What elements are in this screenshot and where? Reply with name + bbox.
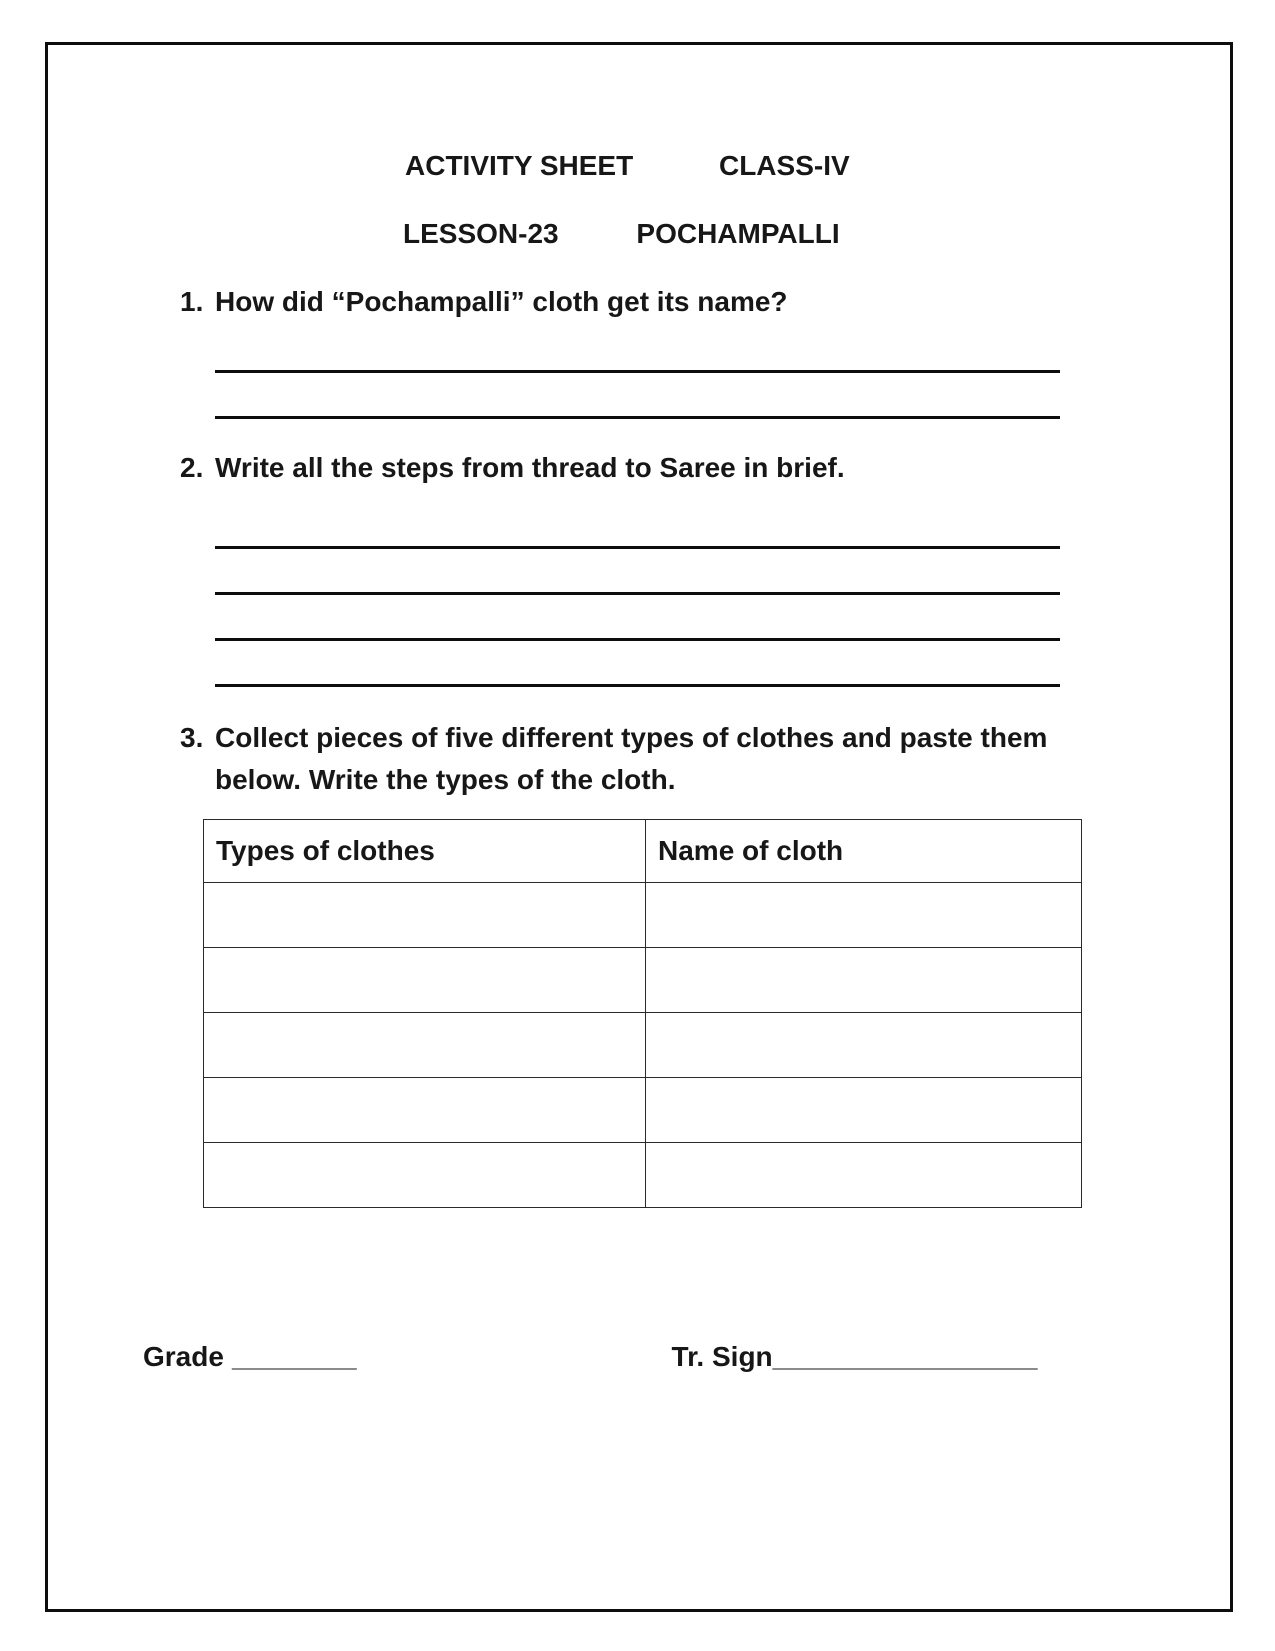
table-cell (646, 1143, 1082, 1208)
topic-label: POCHAMPALLI (636, 218, 840, 249)
table-cell (204, 1143, 646, 1208)
teacher-sign-blank-line: _________________ (772, 1341, 1038, 1372)
answer-line (215, 641, 1060, 687)
teacher-sign-label: Tr. Sign (671, 1341, 773, 1372)
grade-label: Grade (143, 1341, 224, 1372)
table-cell (646, 948, 1082, 1013)
lesson-label: LESSON-23 (403, 218, 559, 249)
cloth-table (203, 819, 1082, 1208)
table-header-name: Name of cloth (646, 820, 1082, 883)
grade-blank-line: ________ (231, 1341, 357, 1372)
question-3-text (215, 717, 1140, 801)
answer-line (215, 503, 1060, 549)
table-row (204, 1143, 1082, 1208)
question-1 (180, 285, 1140, 319)
question-2 (180, 451, 1140, 485)
table-header-row (204, 820, 1082, 883)
question-3-text-line2: below. Write the types of the cloth. (215, 764, 676, 795)
table-cell (204, 1078, 646, 1143)
doc-title: ACTIVITY SHEET (405, 150, 634, 181)
question-3-number: 3. (180, 722, 204, 753)
table-cell (204, 883, 646, 948)
table-cell (646, 883, 1082, 948)
table-cell (204, 948, 646, 1013)
teacher-sign-field (672, 1340, 1038, 1374)
class-label: CLASS-IV (718, 150, 850, 181)
question-1-answer-area (215, 327, 1230, 419)
grade-field (143, 1340, 357, 1374)
table-cell (204, 1013, 646, 1078)
table-cell (646, 1013, 1082, 1078)
question-2-answer-area (215, 503, 1230, 687)
question-2-number: 2. (180, 452, 204, 483)
table-row (204, 1013, 1082, 1078)
answer-line (215, 327, 1060, 373)
table-header-types: Types of clothes (204, 820, 646, 883)
footer-row (143, 1340, 1230, 1374)
lesson-row (403, 217, 1230, 251)
question-1-number: 1. (180, 286, 204, 317)
question-1-text: How did “Pochampalli” cloth get its name? (215, 286, 788, 317)
answer-line (215, 595, 1060, 641)
table-row (204, 883, 1082, 948)
answer-line (215, 373, 1060, 419)
title-row (405, 149, 1230, 183)
question-3-text-line1: Collect pieces of five different types of clothes and paste them (215, 722, 1048, 753)
answer-line (215, 549, 1060, 595)
page-border-frame (45, 42, 1233, 1612)
question-2-text: Write all the steps from thread to Saree in brief. (215, 452, 845, 483)
table-row (204, 948, 1082, 1013)
table-row (204, 1078, 1082, 1143)
table-cell (646, 1078, 1082, 1143)
question-3 (180, 717, 1140, 801)
